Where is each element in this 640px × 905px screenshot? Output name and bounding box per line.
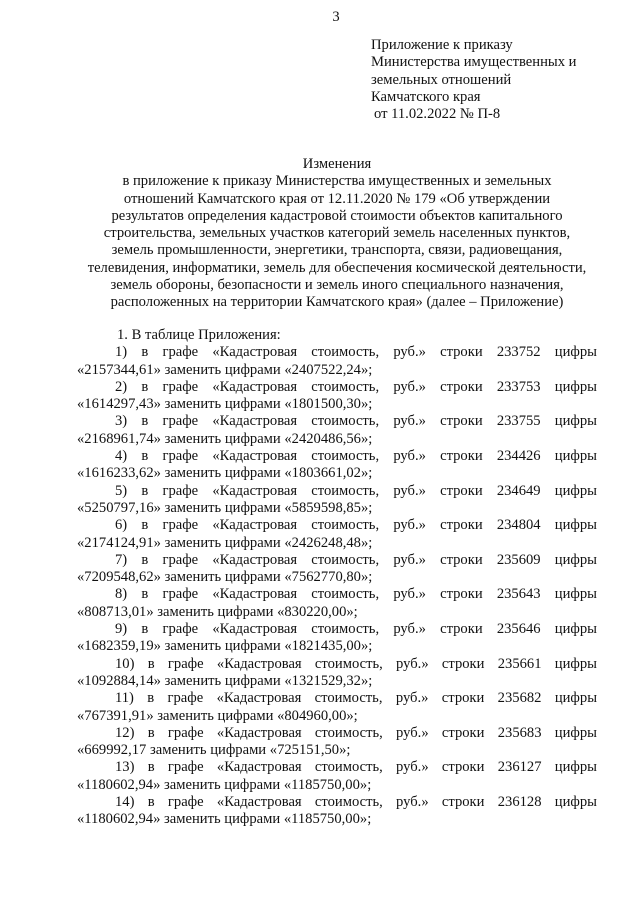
- title-heading: Изменения: [302, 156, 372, 172]
- list-item-line-1: 14) в графе «Кадастровая стоимость, руб.» строки 236128 цифры: [115, 794, 597, 811]
- title-line: строительства, земельных участков категорий земель населенных пунктов,: [103, 225, 571, 242]
- document-title: [71, 156, 603, 312]
- list-item-line-1: 7) в графе «Кадастровая стоимость, руб.» строки 235609 цифры: [115, 551, 597, 568]
- approval-line: земельных отношений: [371, 71, 512, 88]
- approval-line: Камчатского края: [371, 88, 481, 105]
- list-item: [77, 759, 597, 794]
- list-item: [77, 448, 597, 483]
- document-body: [77, 327, 597, 829]
- list-item-line-2: «1616233,62» заменить цифрами «1803661,02»;: [77, 465, 373, 482]
- approval-line: Министерства имущественных и: [371, 54, 577, 71]
- list-item-line-2: «767391,91» заменить цифрами «804960,00»;: [77, 707, 358, 724]
- list-item: [77, 483, 597, 518]
- list-item-line-1: 3) в графе «Кадастровая стоимость, руб.» строки 233755 цифры: [115, 413, 597, 430]
- list-item-line-2: «1614297,43» заменить цифрами «1801500,30»;: [77, 396, 373, 413]
- title-line: отношений Камчатского края от 12.11.2020 № 179 «Об утверждении: [123, 190, 551, 207]
- page-number: 3: [332, 9, 340, 25]
- list-item: [77, 552, 597, 587]
- list-item: [77, 379, 597, 414]
- list-item-line-1: 9) в графе «Кадастровая стоимость, руб.» строки 235646 цифры: [115, 621, 597, 638]
- list-item-line-2: «5250797,16» заменить цифрами «5859598,85»;: [77, 499, 373, 516]
- title-line: расположенных на территории Камчатского края» (далее – Приложение): [110, 294, 564, 311]
- list-item-line-1: 8) в графе «Кадастровая стоимость, руб.» строки 235643 цифры: [115, 586, 597, 603]
- list-item-line-2: «1180602,94» заменить цифрами «1185750,00»;: [77, 811, 372, 828]
- list-item-line-2: «7209548,62» заменить цифрами «7562770,80»;: [77, 569, 373, 586]
- list-item: [77, 621, 597, 656]
- list-item-line-1: 5) в графе «Кадастровая стоимость, руб.» строки 234649 цифры: [115, 482, 597, 499]
- list-item-line-1: 4) в графе «Кадастровая стоимость, руб.» строки 234426 цифры: [115, 448, 597, 465]
- list-item: [77, 517, 597, 552]
- list-item-line-1: 6) в графе «Кадастровая стоимость, руб.» строки 234804 цифры: [115, 517, 597, 534]
- list-item-line-1: 2) в графе «Кадастровая стоимость, руб.» строки 233753 цифры: [115, 378, 597, 395]
- changes-list: [77, 344, 597, 828]
- list-item-line-1: 10) в графе «Кадастровая стоимость, руб.» строки 235661 цифры: [115, 655, 597, 672]
- list-item-line-1: 11) в графе «Кадастровая стоимость, руб.» строки 235682 цифры: [115, 690, 597, 707]
- list-item-line-1: 13) в графе «Кадастровая стоимость, руб.» строки 236127 цифры: [115, 759, 597, 776]
- title-line: результатов определения кадастровой стоимости объектов капитального: [111, 207, 563, 224]
- list-item-line-2: «1092884,14» заменить цифрами «1321529,32»;: [77, 672, 373, 689]
- list-item-line-1: 1) в графе «Кадастровая стоимость, руб.» строки 233752 цифры: [115, 344, 597, 361]
- title-line: земель обороны, безопасности и земель иного специального назначения,: [110, 277, 564, 294]
- title-line: телевидения, информатики, земель для обеспечения космической деятельности,: [87, 259, 587, 276]
- section-heading: 1. В таблице Приложения:: [117, 327, 281, 343]
- list-item-line-2: «1682359,19» заменить цифрами «1821435,00»;: [77, 638, 373, 655]
- list-item: [77, 344, 597, 379]
- approval-date-line: от 11.02.2022 № П-8: [374, 106, 501, 123]
- list-item: [77, 725, 597, 760]
- list-item: [77, 413, 597, 448]
- list-item-line-2: «808713,01» заменить цифрами «830220,00»;: [77, 603, 358, 620]
- list-item: [77, 586, 597, 621]
- list-item: [77, 794, 597, 829]
- list-item-line-2: «1180602,94» заменить цифрами «1185750,00»;: [77, 776, 372, 793]
- list-item: [77, 656, 597, 691]
- list-item-line-2: «2174124,91» заменить цифрами «2426248,48»;: [77, 534, 373, 551]
- list-item-line-2: «2157344,61» заменить цифрами «2407522,24»;: [77, 361, 373, 378]
- list-item-line-2: «669992,17 заменить цифрами «725151,50»;: [77, 742, 351, 759]
- approval-line: Приложение к приказу: [371, 37, 513, 53]
- list-item-line-2: «2168961,74» заменить цифрами «2420486,56»;: [77, 430, 373, 447]
- list-item-line-1: 12) в графе «Кадастровая стоимость, руб.» строки 235683 цифры: [115, 724, 597, 741]
- title-line: в приложение к приказу Министерства имущественных и земельных: [122, 173, 552, 190]
- list-item: [77, 690, 597, 725]
- title-line: земель промышленности, энергетики, транспорта, связи, радиовещания,: [111, 242, 563, 259]
- approval-block: [371, 37, 611, 123]
